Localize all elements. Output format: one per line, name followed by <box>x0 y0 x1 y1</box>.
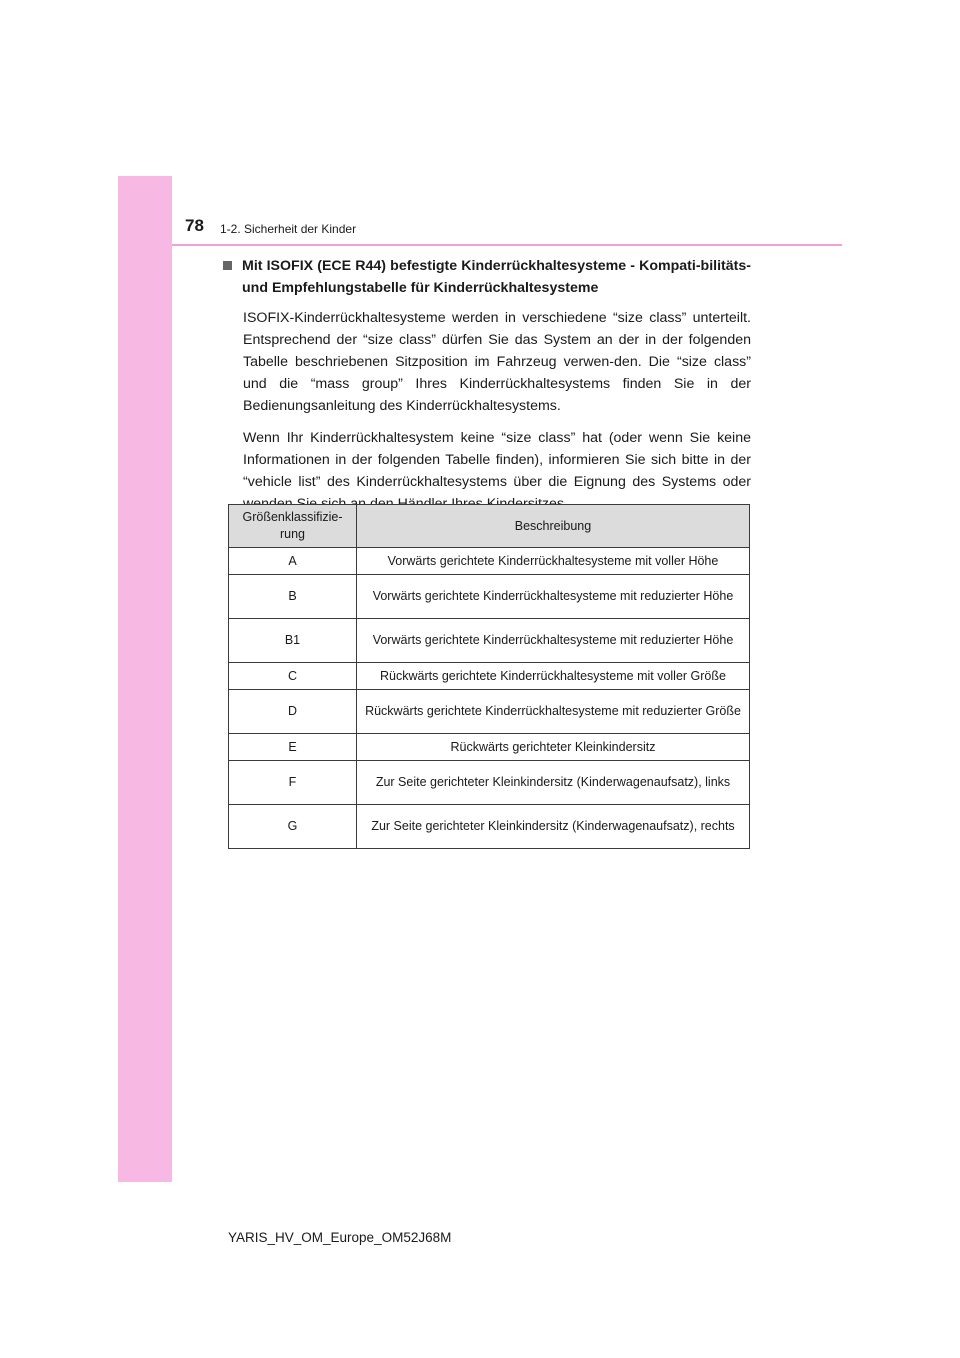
size-class-cell: D <box>229 690 357 734</box>
table-row <box>229 761 750 805</box>
header-size-class: Größenklassifizie-rung <box>229 505 357 548</box>
table-row <box>229 575 750 619</box>
page-number: 78 <box>185 216 204 235</box>
description-cell: Vorwärts gerichtete Kinderrückhaltesysteme mit voller Höhe <box>357 548 750 575</box>
paragraph-1: ISOFIX-Kinderrückhaltesysteme werden in verschiedene “size class” unterteilt. Entsprechend der “size class” dürfen Sie das System an der in der folgenden Tabelle beschriebenen Sitzposition im Fahrzeug verwen-den. Die “size class” und die “mass group” Ihres Kinderrückhaltesystems finden Sie in der Bedienungsanleitung des Kinderrückhaltesystems. <box>243 310 751 414</box>
description-cell: Rückwärts gerichtete Kinderrückhaltesysteme mit reduzierter Größe <box>357 690 750 734</box>
table-row <box>229 663 750 690</box>
description-cell: Vorwärts gerichtete Kinderrückhaltesysteme mit reduzierter Höhe <box>357 575 750 619</box>
size-class-cell: C <box>229 663 357 690</box>
size-class-cell: F <box>229 761 357 805</box>
description-cell: Rückwärts gerichtete Kinderrückhaltesysteme mit voller Größe <box>357 663 750 690</box>
table-row <box>229 690 750 734</box>
description-cell: Vorwärts gerichtete Kinderrückhaltesysteme mit reduzierter Höhe <box>357 619 750 663</box>
description-cell: Zur Seite gerichteter Kleinkindersitz (Kinderwagenaufsatz), links <box>357 761 750 805</box>
document-id-footer: YARIS_HV_OM_Europe_OM52J68M <box>228 1230 452 1245</box>
main-content <box>223 255 751 515</box>
square-bullet-icon <box>223 261 232 270</box>
size-class-cell: G <box>229 805 357 849</box>
size-class-table <box>228 504 750 849</box>
section-title: 1-2. Sicherheit der Kinder <box>220 222 357 236</box>
description-cell: Zur Seite gerichteter Kleinkindersitz (Kinderwagenaufsatz), rechts <box>357 805 750 849</box>
header-divider <box>172 244 842 246</box>
table-row <box>229 548 750 575</box>
description-cell: Rückwärts gerichteter Kleinkindersitz <box>357 734 750 761</box>
size-class-cell: B <box>229 575 357 619</box>
size-class-cell: E <box>229 734 357 761</box>
section-heading <box>223 255 751 299</box>
table-row <box>229 619 750 663</box>
size-class-cell: A <box>229 548 357 575</box>
size-class-cell: B1 <box>229 619 357 663</box>
table-header-row <box>229 505 750 548</box>
heading-text: Mit ISOFIX (ECE R44) befestigte Kinderrückhaltesysteme - Kompati-bilitäts- und Empfehlungstabelle für Kinderrückhaltesysteme <box>242 258 751 296</box>
header-description: Beschreibung <box>357 505 750 548</box>
table-row <box>229 805 750 849</box>
paragraph-2: Wenn Ihr Kinderrückhaltesystem keine “size class” hat (oder wenn Sie keine Informationen in der folgenden Tabelle finden), informieren Sie sich bitte in der “vehicle list” des Kinderrückhaltesystems über die Eignung des Systems oder <box>243 430 751 490</box>
side-tab-band <box>118 176 172 1182</box>
table-row <box>229 734 750 761</box>
